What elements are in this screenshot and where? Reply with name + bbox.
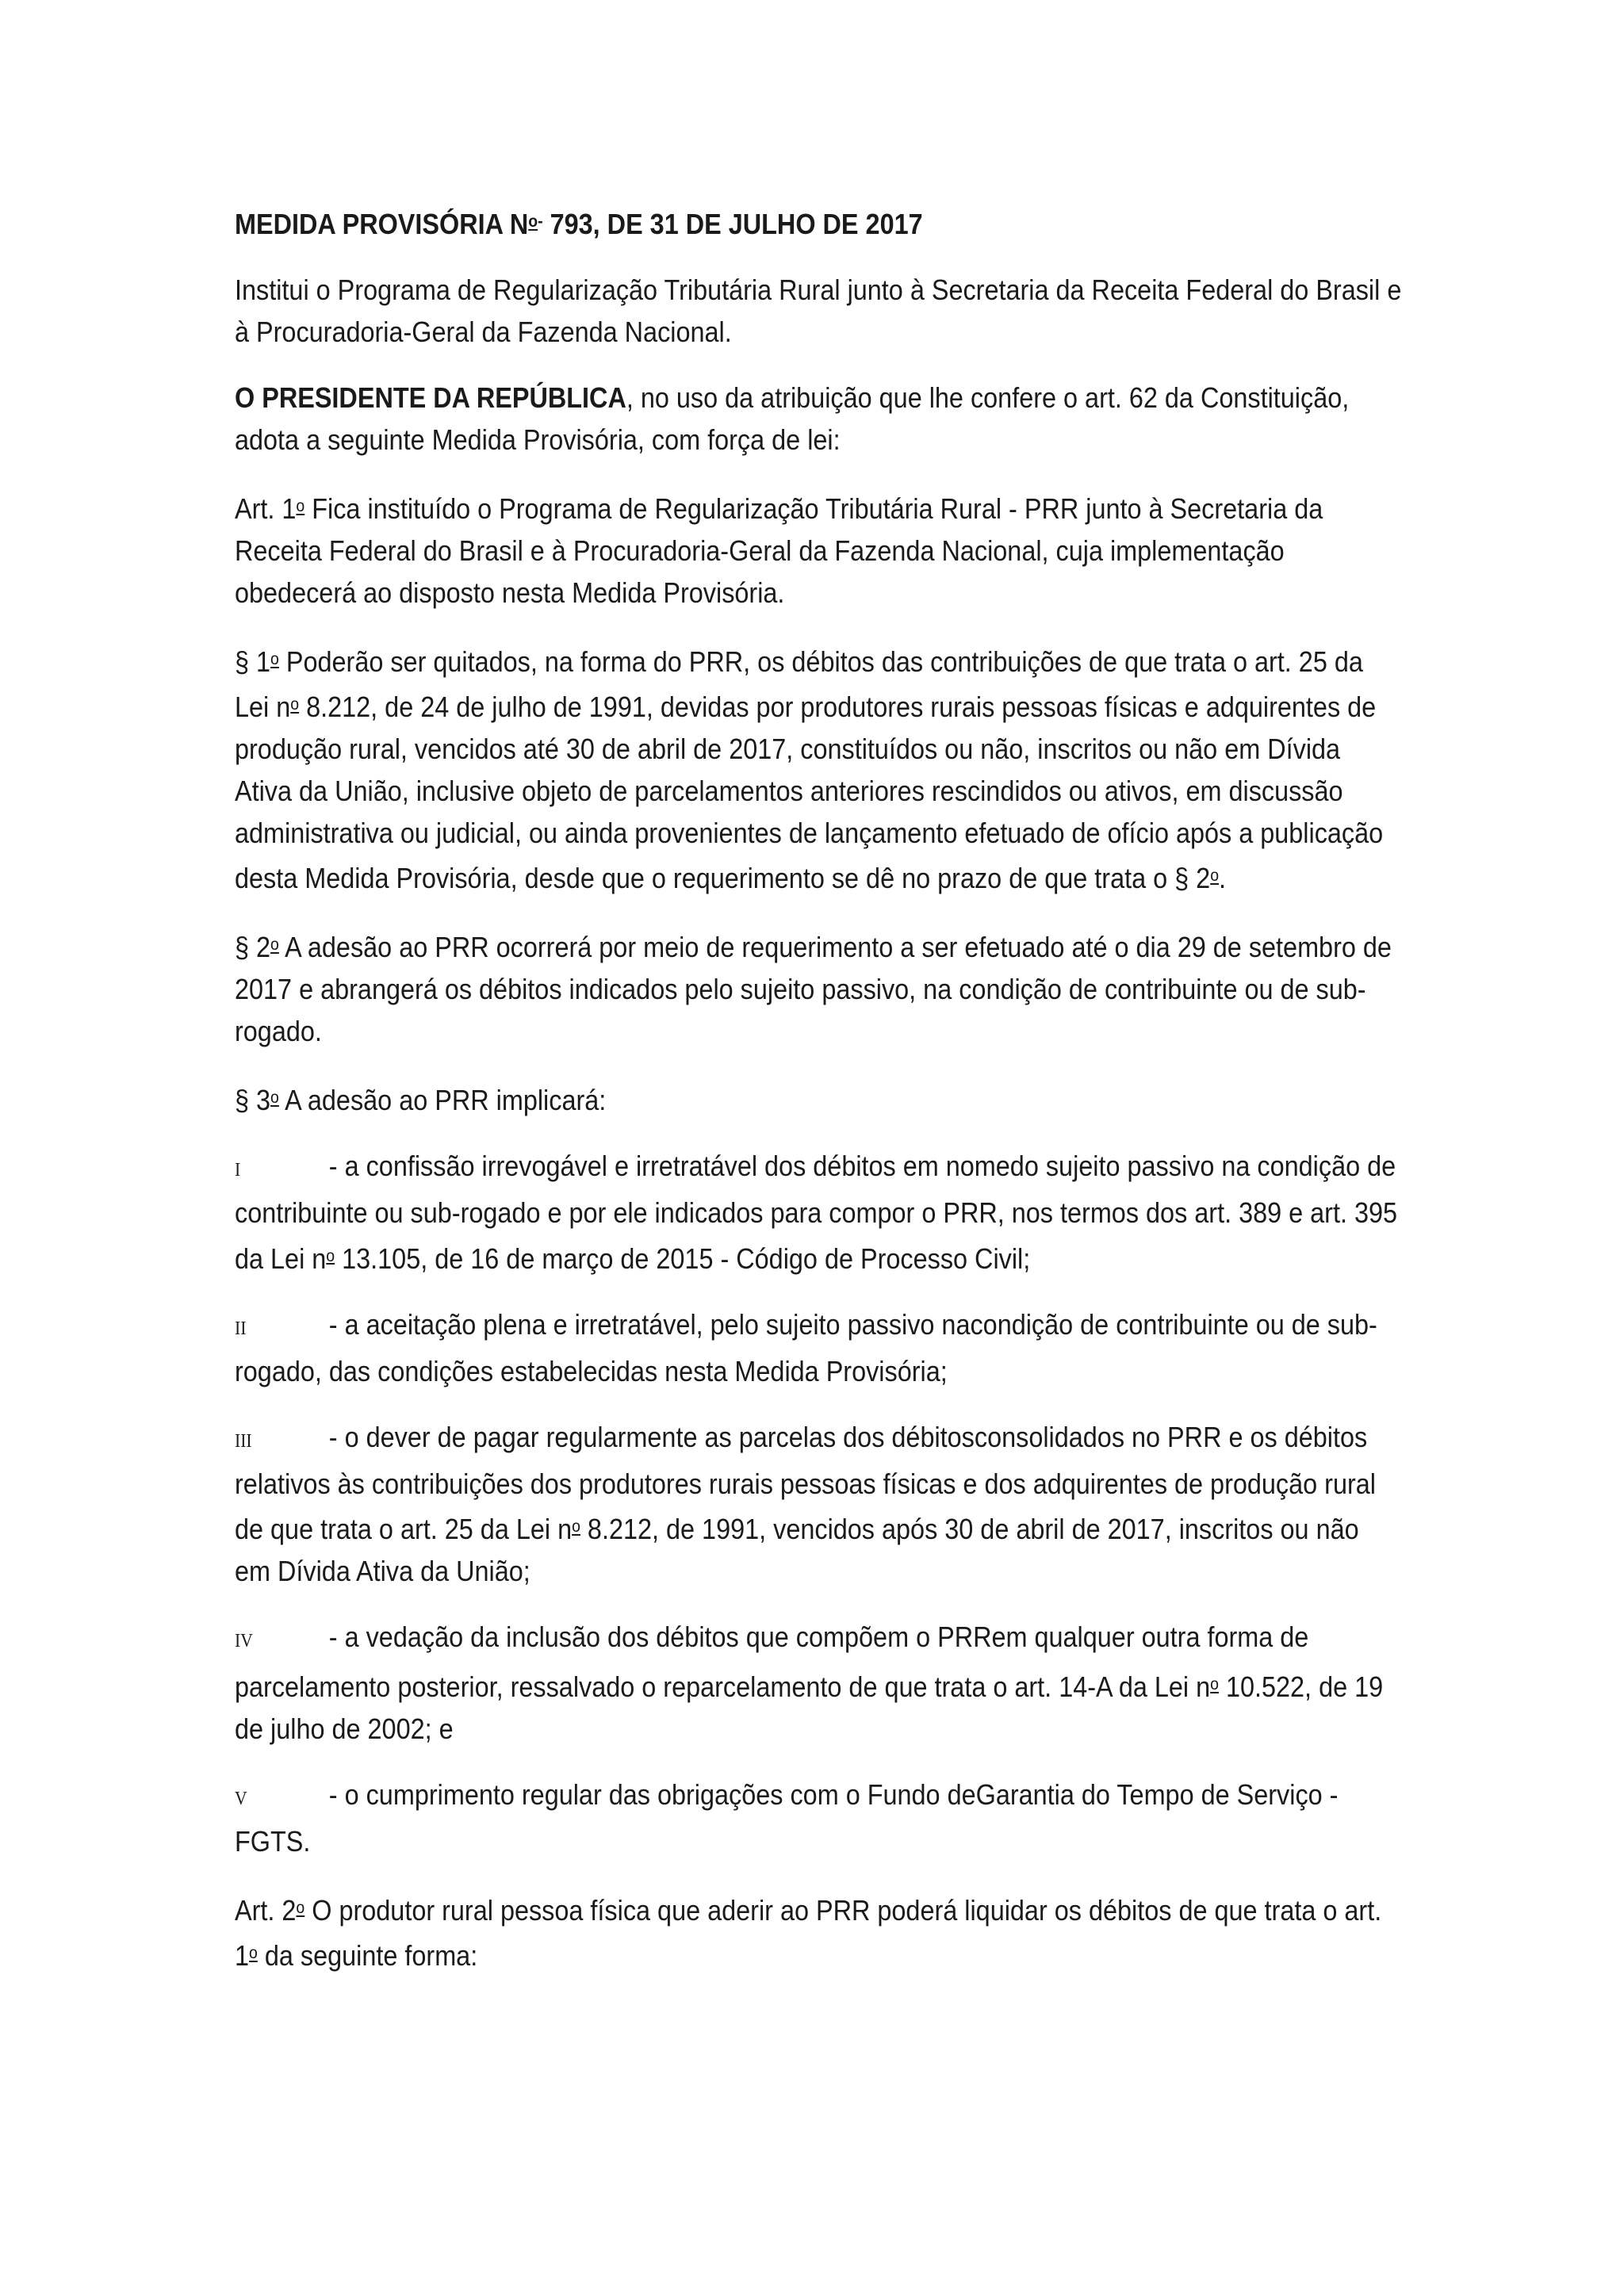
text-run: , no uso da atribuição que lhe confere o art. 62 da Constituição, adota a seguinte Medida Provisória, com força de lei: — [235, 381, 1350, 457]
ordinal-indicator: o — [572, 1515, 580, 1536]
roman-numeral: III — [235, 1430, 252, 1452]
text-run: - a aceitação plena e irretratável, pelo sujeito passivo nacondição de contribuinte ou de sub-rogado, das condições estabelecidas nesta Medida Provisória; — [235, 1307, 1377, 1387]
paragraph-item-i — [235, 1145, 1402, 1279]
paragraph-art-1-par-2 — [235, 923, 1402, 1052]
paragraph-art-2 — [235, 1886, 1402, 1976]
paragraph-ementa — [235, 269, 1402, 353]
ordinal-indicator: o — [1210, 865, 1220, 886]
paragraph-art-1-par-1 — [235, 637, 1402, 899]
text-run: MEDIDA PROVISÓRIA $N^o$ — [235, 208, 538, 241]
text-run: - a vedação da inclusão dos débitos que compõem o PRRem qualquer outra forma de parcelamento posterior, ressalvado o reparcelamento de que trata o art. 14-A da Lei $n^o$ 10.522, de 19 de julho de 2002; e — [235, 1620, 1384, 1745]
text-run: - o cumprimento regular das obrigações com o Fundo deGarantia do Tempo de Serviço - FGTS. — [235, 1777, 1339, 1858]
text-run: Art. 2$^o$ O produtor rural pessoa física que aderir ao PRR poderá liquidar os débitos de que trata o art. 1$^o$ da seguinte forma: — [235, 1893, 1382, 1972]
ordinal-indicator: o — [528, 211, 538, 231]
document-body — [235, 269, 1402, 1976]
ordinal-indicator: o — [290, 694, 300, 714]
paragraph-preambulo — [235, 377, 1402, 461]
ordinal-indicator: o — [249, 1942, 258, 1962]
text-run: § 3$^o$ A adesão ao PRR implicará: — [235, 1084, 607, 1117]
ordinal-indicator: o — [1210, 1673, 1219, 1693]
text-run: § 1$^o$ Poderão ser quitados, na forma do PRR, os débitos das contribuições de que trata o art. 25 da Lei $n^o$ 8.212, de 24 de julho de 1991, devidas por produtores rurais pessoas físicas e adquirentes de produção rural, vencidos até 30 de abril de 2017, constituídos ou não, inscritos ou não em Dívida Ativa da União, inclusive objeto de parcelamentos anteriores rescindidos ou ativos, em discussão administrativa ou judicial, ou ainda provenientes de lançamento efetuado de ofício após a publicação desta Medida Provisória, desde que o requerimento se dê no prazo de que trata o § 2$^o$. — [235, 645, 1384, 895]
ordinal-indicator: o — [270, 1087, 279, 1108]
text-run: - — [538, 211, 543, 231]
paragraph-art-1 — [235, 484, 1402, 614]
ordinal-indicator: o — [270, 649, 279, 669]
roman-numeral: IV — [235, 1630, 253, 1651]
roman-numeral: I — [235, 1160, 241, 1181]
paragraph-item-iv — [235, 1616, 1402, 1750]
paragraph-art-1-par-3 — [235, 1076, 1402, 1121]
text-run: 793, DE 31 DE JULHO DE 2017 — [542, 208, 923, 241]
text-run: Institui o Programa de Regularização Tributária Rural junto à Secretaria da Receita Federal do Brasil e à Procuradoria-Geral da Fazenda Nacional. — [235, 274, 1402, 349]
document-title — [235, 200, 1402, 245]
paragraph-item-v — [235, 1774, 1402, 1862]
roman-numeral: II — [235, 1318, 247, 1339]
roman-numeral: V — [235, 1788, 247, 1809]
ordinal-indicator: o — [270, 934, 279, 955]
text-run: Art. 1$^o$ Fica instituído o Programa de Regularização Tributária Rural - PRR junto à Secretaria da Receita Federal do Brasil e à Procuradoria-Geral da Fazenda Nacional, cuja implementação obedecerá ao disposto nesta Medida Provisória. — [235, 492, 1323, 610]
ordinal-indicator: o — [296, 1896, 305, 1917]
paragraph-item-iii — [235, 1416, 1402, 1592]
text-run: § 2$^o$ A adesão ao PRR ocorrerá por meio de requerimento a ser efetuado até o dia 29 de setembro de 2017 e abrangerá os débitos indicados pelo sujeito passivo, na condição de contribuinte ou de sub-rogado. — [235, 931, 1392, 1048]
text-run: - a confissão irrevogável e irretratável dos débitos em nomedo sujeito passivo na condição de contribuinte ou sub-rogado e por ele indicados para compor o PRR, nos termos dos art. 389 e art. 395 da Lei $n^o$ 13.105, de 16 de março de 2015 - Código de Processo Civil; — [235, 1150, 1398, 1275]
document-page — [235, 200, 1402, 2000]
text-run: - o dever de pagar regularmente as parcelas dos débitosconsolidados no PRR e os débitos relativos às contribuições dos produtores rurais pessoas físicas e dos adquirentes de produção rural de que trata o art. 25 da Lei $n^o$ 8.212, de 1991, vencidos após 30 de abril de 2017, inscritos ou não em Dívida Ativa da União; — [235, 1420, 1376, 1587]
ordinal-indicator: o — [326, 1245, 335, 1265]
paragraph-item-ii — [235, 1303, 1402, 1392]
text-run: O PRESIDENTE DA REPÚBLICA — [235, 381, 626, 415]
ordinal-indicator: o — [296, 496, 305, 516]
